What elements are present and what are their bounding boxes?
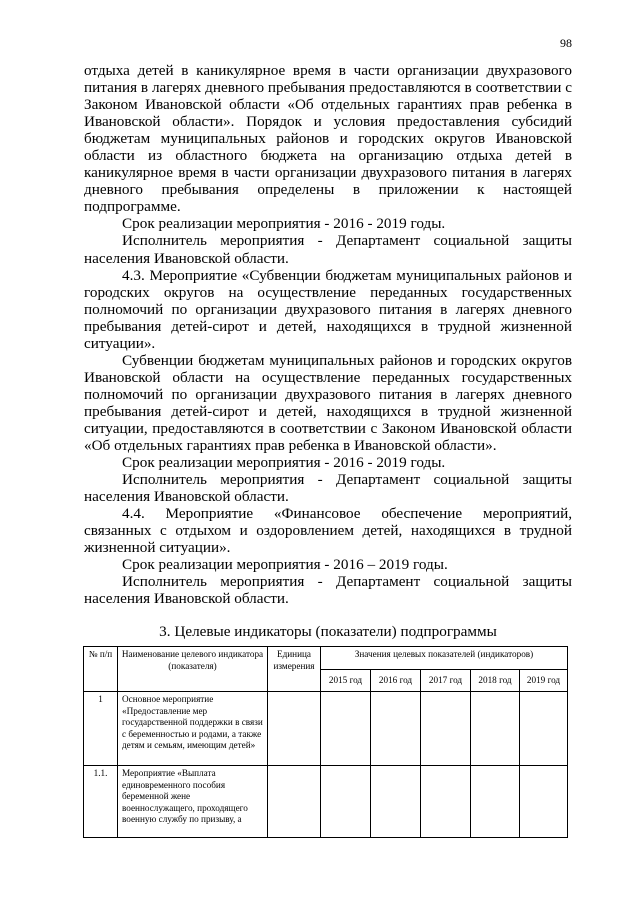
header-year: 2016 год: [371, 670, 421, 692]
indicators-table: [83, 646, 568, 838]
header-name: Наименование целевого индикатора (показателя): [118, 647, 268, 692]
row-value: [321, 766, 371, 838]
row-value: [471, 692, 520, 766]
header-values: Значения целевых показателей (индикаторов): [321, 647, 568, 670]
paragraph: Исполнитель мероприятия - Департамент социальной защиты населения Ивановской области.: [84, 232, 572, 267]
paragraph: Срок реализации мероприятия - 2016 - 2019 годы.: [122, 215, 446, 233]
header-year: 2019 год: [520, 670, 568, 692]
row-value: [421, 692, 471, 766]
header-number: № п/п: [84, 647, 118, 692]
row-value: [371, 692, 421, 766]
row-name: Мероприятие «Выплата единовременного пособия беременной жене военнослужащего, проходящего военную службу по призыву, а: [118, 766, 268, 838]
row-unit: [268, 766, 321, 838]
section-title: 3. Целевые индикаторы (показатели) подпрограммы: [159, 623, 497, 640]
row-value: [471, 766, 520, 838]
header-year: 2015 год: [321, 670, 371, 692]
paragraph: Срок реализации мероприятия - 2016 - 2019 годы.: [122, 454, 446, 472]
row-unit: [268, 692, 321, 766]
row-value: [520, 692, 568, 766]
table-row: [84, 692, 568, 766]
table-row: [84, 766, 568, 838]
paragraph: отдыха детей в каникулярное время в части организации двухразового питания в лагерях дневного пребывания предоставляются в соответствии с Законом Ивановской области «Об отдельных гарантиях прав ребенка в Ивановской области». Порядок и условия предоставления субсидий бюджетам муниципальных районов и городских округов Ивановской области из областного бюджета на организацию отдыха детей в каникулярное время в части организации двухразового питания в лагерях дневного пребывания определены в приложении к настоящей подпрограмме.: [84, 62, 572, 216]
row-name: Основное мероприятие «Предоставление мер государственной поддержки в связи с беременностью и родами, а также детям и семьям, имеющим детей»: [118, 692, 268, 766]
row-number: 1: [84, 692, 118, 766]
body-text: [84, 62, 572, 608]
paragraph: 4.4. Мероприятие «Финансовое обеспечение мероприятий, связанных с отдыхом и оздоровлением детей, находящихся в трудной жизненной ситуации».: [84, 505, 572, 557]
paragraph: Срок реализации мероприятия - 2016 – 2019 годы.: [122, 556, 448, 574]
row-value: [371, 766, 421, 838]
header-year: 2018 год: [471, 670, 520, 692]
paragraph: Исполнитель мероприятия - Департамент социальной защиты населения Ивановской области.: [84, 573, 572, 608]
row-number: 1.1.: [84, 766, 118, 838]
header-year: 2017 год: [421, 670, 471, 692]
paragraph: Исполнитель мероприятия - Департамент социальной защиты населения Ивановской области.: [84, 471, 572, 506]
header-unit: Единица измерения: [268, 647, 321, 692]
row-value: [421, 766, 471, 838]
paragraph: Субвенции бюджетам муниципальных районов и городских округов Ивановской области на осуществление переданных государственных полномочий по организации двухразового питания в лагерях дневного пребывания детей-сирот и детей, находящихся в трудной жизненной ситуации, предоставляются в соответствии с Законом Ивановской области «Об отдельных гарантиях прав ребенка в Ивановской области».: [84, 351, 572, 455]
paragraph: 4.3. Мероприятие «Субвенции бюджетам муниципальных районов и городских округов на осуществление переданных государственных полномочий по организации двухразового питания в лагерях дневного пребывания детей-сирот и детей, находящихся в трудной жизненной ситуации».: [84, 266, 572, 352]
row-value: [321, 692, 371, 766]
page-number: 98: [560, 36, 572, 50]
row-value: [520, 766, 568, 838]
